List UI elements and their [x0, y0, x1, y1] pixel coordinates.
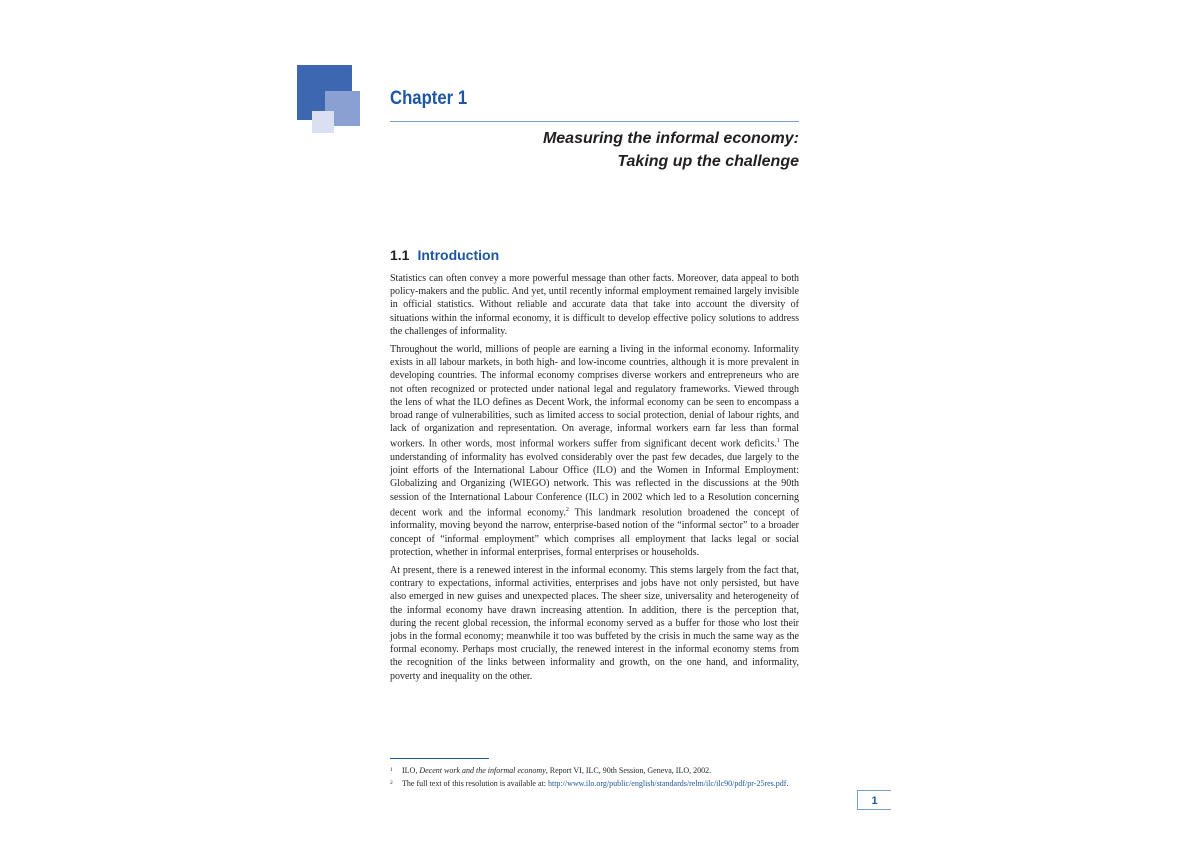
- chapter-logo: [297, 65, 361, 135]
- footnote-1-title: Decent work and the informal economy: [419, 766, 546, 775]
- section-heading: [390, 247, 499, 263]
- footnote-ref-1[interactable]: 1: [776, 438, 780, 445]
- footnote-2: [390, 777, 810, 790]
- footnote-2-post: .: [786, 779, 789, 788]
- footnote-2-number: 2: [390, 780, 393, 786]
- footnote-rule: [390, 758, 489, 759]
- footnote-ref-2[interactable]: 2: [565, 506, 569, 513]
- footnote-1-pre: ILO,: [402, 766, 420, 775]
- paragraph-2-part-a: Throughout the world, millions of people are earning a living in the informal economy. Informality exists in all labour markets, in both high- and low-income countries, although it is more prevalent in developing countries. The informal economy comprises diverse workers and entrepreneurs who are not often recognized or protected under national legal and regulatory frameworks. Viewed through the lens of what the ILO defines as Decent Work, the informal economy can be seen to encompass a broad range of vulnerabilities, such as limited access to social protection, denial of labour rights, and lack of organization and representation. On average, informal workers earn far less than formal workers. In other words, most informal workers suffer from significant decent work deficits.: [390, 344, 799, 450]
- subtitle-line-2: Taking up the challenge: [617, 153, 799, 170]
- chapter-label: Chapter 1: [390, 88, 468, 109]
- subtitle-line-1: Measuring the informal economy:: [542, 130, 799, 147]
- header-rule: [390, 121, 799, 122]
- paragraph-1: Statistics can often convey a more powerful message than other facts. Moreover, data appeal to both policy-makers and the public. And yet, until recently informal employment remained largely invisible in official statistics. Without reliable and accurate data that take into account the diversity of situations within the informal economy, it is difficult to develop effective policy solutions to address the challenges of informality.: [390, 273, 799, 337]
- logo-square-small: [312, 111, 334, 133]
- page-number: 1: [857, 790, 891, 810]
- paragraph-2: [390, 343, 799, 559]
- paragraph-3: At present, there is a renewed interest in the informal economy. This stems largely from the fact that, contrary to expectations, informal activities, enterprises and jobs have not only persisted, but have also emerged in new guises and unexpected places. The sheer size, universality and heterogeneity of the informal economy have drawn increasing attention. In addition, there is the perception that, during the recent global recession, the informal economy served as a buffer for those who lost their jobs in the formal economy; meanwhile it too was buffeted by the crisis in much the same way as the formal economy. Perhaps most crucially, the renewed interest in the informal economy stems from the recognition of the links between informality and growth, on the one hand, and informality, poverty and inequality on the other.: [390, 564, 799, 682]
- chapter-subtitle: [543, 127, 799, 173]
- footnote-1: [390, 764, 810, 777]
- footnote-1-number: 1: [390, 767, 393, 773]
- section-number: 1.1: [390, 247, 410, 263]
- footnote-2-pre: The full text of this resolution is available at:: [402, 779, 548, 788]
- section-title: Introduction: [417, 247, 500, 263]
- paragraph-2-part-c: This landmark resolution broadened the concept of informality, moving beyond the narrow, enterprise-based notion of the “informal sector” to a broader concept of “informal employment” which comprises all employment that lacks legal or social protection, whether in informal enterprises, formal enterprises or households.: [390, 507, 799, 558]
- footnotes: [390, 764, 810, 790]
- paragraph-2-part-b: The understanding of informality has evolved considerably over the past few decades, due largely to the joint efforts of the International Labour Office (ILO) and the Women in Informal Employment: Globalizing and Organizing (WIEGO) network. This was reflected in the discussions at the 90th session of the International Labour Conference (ILC) in 2002 which led to a Resolution concerning decent work and the informal economy.: [390, 438, 799, 519]
- body-text: [390, 272, 799, 688]
- footnote-1-post: , Report VI, ILC, 90th Session, Geneva, ILO, 2002.: [545, 766, 712, 775]
- footnote-2-link[interactable]: http://www.ilo.org/public/english/standards/relm/ilc/ilc90/pdf/pr-25res.pdf: [547, 779, 787, 788]
